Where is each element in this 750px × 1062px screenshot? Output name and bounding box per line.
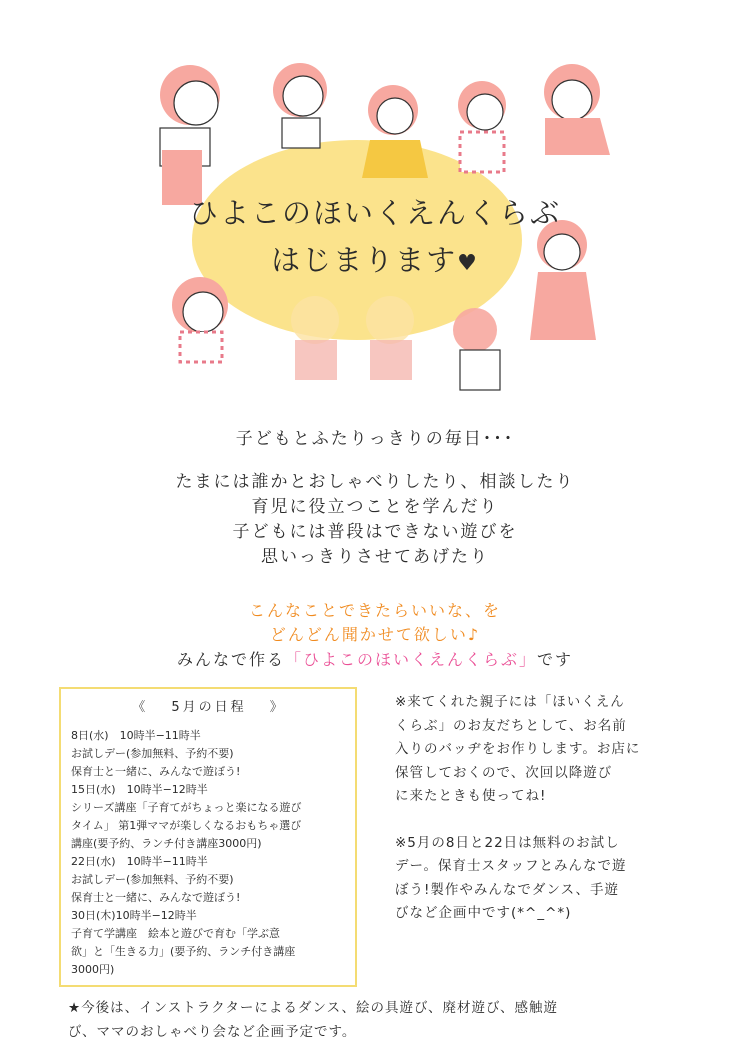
schedule-line: お試しデー(参加無料、予約不要)	[71, 873, 234, 886]
schedule-title: 《 5月の日程 》	[132, 700, 286, 715]
child-figure	[544, 64, 610, 155]
intro-text: 子どもとふたりっきりの毎日･･･	[235, 429, 515, 449]
note-trial-day	[395, 832, 715, 926]
schedule-box	[59, 687, 357, 987]
schedule-line: 15日(水) 10時半−12時半	[71, 783, 208, 796]
notes	[395, 691, 715, 949]
note-line: 保管しておくので、次回以降遊び	[395, 764, 613, 781]
body-line: 育児に役立つことを学んだり	[251, 497, 499, 517]
note-line: に来たときも使ってね!	[395, 788, 547, 804]
body-text	[0, 470, 750, 570]
heart-icon: ♥	[457, 251, 479, 276]
schedule-line: 22日(水) 10時半−11時半	[71, 855, 208, 868]
schedule-line: 保育士と一緒に、みんなで遊ぼう!	[71, 765, 241, 778]
schedule-line: 3000円)	[71, 963, 115, 976]
schedule-line: シリーズ講座「子育てがちょっと楽になる遊び	[71, 801, 302, 814]
callout-make-line	[0, 647, 750, 670]
note-line: ※5月の8日と22日は無料のお試し	[395, 834, 620, 851]
note-line: ※来てくれた親子には「ほいくえん	[395, 694, 625, 710]
footer-note	[68, 996, 688, 1044]
child-figure	[362, 85, 428, 178]
callout-line1: こんなことできたらいいな、を	[248, 601, 501, 620]
callout-line2: どんどん聞かせて欲しい♪	[269, 625, 481, 644]
headline-line2: はじまります	[271, 243, 458, 277]
note-line: デー。保育士スタッフとみんなで遊	[395, 858, 627, 874]
make-prefix: みんなで作る	[176, 650, 285, 669]
child-figure	[273, 63, 327, 148]
club-name: 「ひよこのほいくえんくらぶ」	[284, 650, 537, 669]
schedule-line: 子育て学講座 絵本と遊びで育む「学ぶ意	[71, 927, 280, 940]
schedule-line: お試しデー(参加無料、予約不要)	[71, 747, 234, 760]
child-figure	[453, 308, 500, 390]
make-suffix: です	[537, 650, 574, 669]
note-badge	[395, 691, 715, 809]
body-line: たまには誰かとおしゃべりしたり、相談したり	[175, 472, 575, 492]
note-line: びなど企画中です(*^_^*)	[395, 905, 572, 921]
footer-line: び、ママのおしゃべり会など企画予定です。	[68, 1024, 357, 1040]
schedule-line: 8日(水) 10時半−11時半	[71, 729, 201, 742]
schedule-line: 講座(要予約、ランチ付き講座3000円)	[71, 837, 262, 850]
note-line: 入りのバッヂをお作りします。お店に	[395, 741, 641, 757]
child-figure	[172, 277, 228, 362]
schedule-line: 30日(木)10時半−12時半	[71, 909, 197, 922]
headline-line1: ひよこのほいくえんくらぶ	[188, 196, 561, 230]
note-line: くらぶ」のお友だちとして、お名前	[395, 717, 627, 734]
headline	[0, 190, 750, 287]
note-line: ぼう!製作やみんなでダンス、手遊	[395, 881, 620, 898]
footer-line: ★今後は、インストラクターによるダンス、絵の具遊び、廃材遊び、感触遊	[68, 1000, 558, 1016]
body-line: 子どもには普段はできない遊びを	[232, 522, 518, 542]
schedule-line: 保育士と一緒に、みんなで遊ぼう!	[71, 891, 241, 904]
child-figure	[160, 65, 220, 205]
child-figure	[458, 81, 506, 172]
schedule-line: 欲」と「生きる力」(要予約、ランチ付き講座	[71, 945, 296, 958]
schedule-line: タイム」 第1弾ママが楽しくなるおもちゃ選び	[71, 819, 302, 832]
body-line: 思いっきりさせてあげたり	[261, 547, 489, 567]
